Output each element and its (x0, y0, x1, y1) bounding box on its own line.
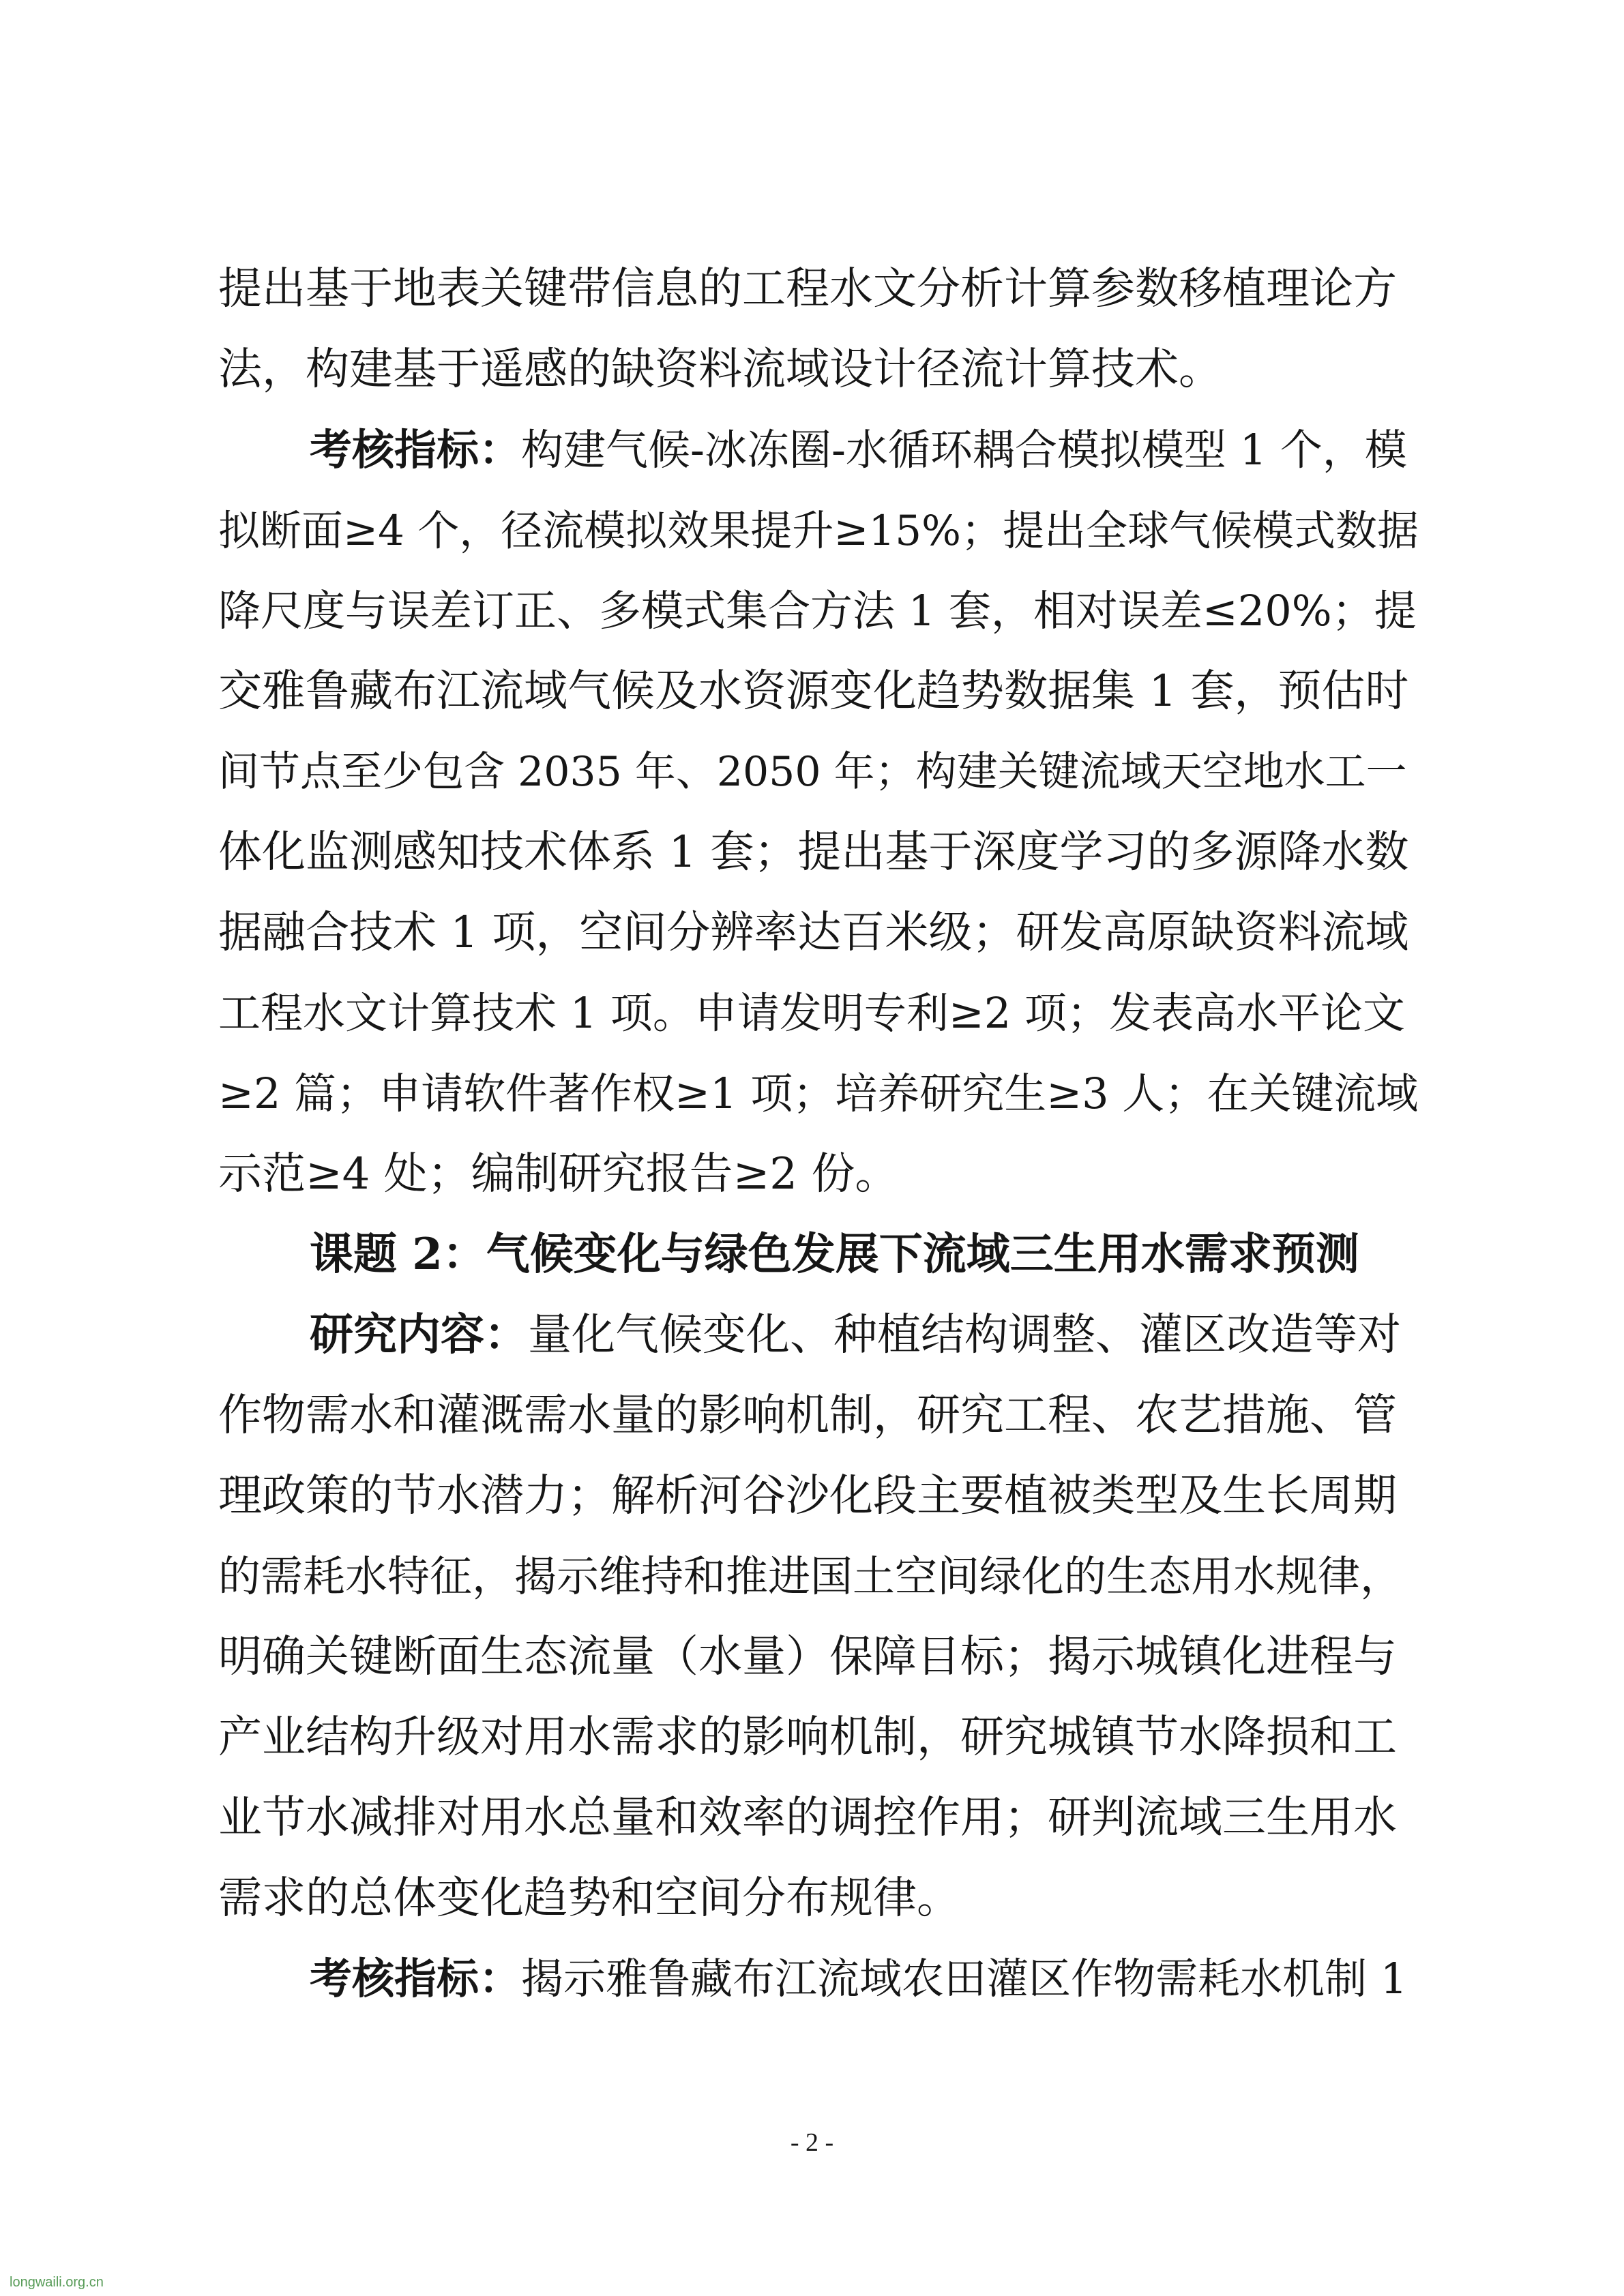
text-line (218, 651, 1419, 732)
line-text: 作物需水和灌溉需水量的影响机制，研究工程、农艺措施、管 (218, 1390, 1397, 1441)
line-text: 业节水减排对用水总量和效率的调控作用；研判流域三生用水 (218, 1793, 1397, 1843)
line-lead-label: 考核指标： (310, 1954, 522, 2003)
text-line (218, 1295, 1419, 1375)
line-text: 明确关键断面生态流量（水量）保障目标；揭示城镇化进程与 (218, 1632, 1397, 1682)
watermark: longwaili.org.cn (10, 2275, 104, 2290)
text-line (218, 1617, 1419, 1697)
text-line (218, 732, 1419, 812)
line-text: 拟断面≥4 个，径流模拟效果提升≥15%；提出全球气候模式数据 (218, 506, 1419, 555)
text-line (218, 1134, 1419, 1214)
line-text: 课题 2：气候变化与绿色发展下流域三生用水需求预测 (310, 1229, 1359, 1280)
text-line (218, 249, 1419, 329)
text-line (218, 893, 1419, 973)
line-text: 降尺度与误差订正、多模式集合方法 1 套，相对误差≤20%；提 (218, 586, 1417, 636)
document-body (218, 249, 1419, 2019)
line-text: 据融合技术 1 项，空间分辨率达百米级；研发高原缺资料流域 (218, 908, 1409, 958)
line-text: 示范≥4 处；编制研究报告≥2 份。 (218, 1149, 899, 1199)
line-text: 体化监测感知技术体系 1 套；提出基于深度学习的多源降水数 (218, 827, 1409, 878)
text-line (218, 329, 1419, 410)
line-text: 量化气候变化、种植结构调整、灌区改造等对 (528, 1310, 1401, 1360)
page-number: - 2 - (790, 2128, 834, 2157)
line-text: 间节点至少包含 2035 年、2050 年；构建关键流域天空地水工一 (218, 748, 1407, 796)
text-line (218, 1456, 1419, 1536)
text-line (218, 1778, 1419, 1858)
line-text: 的需耗水特征，揭示维持和推进国土空间绿化的生态用水规律， (218, 1551, 1403, 1601)
line-text: 工程水文计算技术 1 项。申请发明专利≥2 项；发表高水平论文 (218, 988, 1405, 1038)
line-text: 产业结构升级对用水需求的影响机制，研究城镇节水降损和工 (218, 1712, 1397, 1763)
text-line (218, 571, 1419, 651)
text-line (218, 973, 1419, 1054)
text-line (218, 1697, 1419, 1778)
text-line (218, 1939, 1419, 2019)
text-line (218, 1054, 1419, 1134)
line-text: 需求的总体变化趋势和空间分布规律。 (218, 1873, 960, 1924)
text-line (218, 490, 1419, 571)
line-lead-label: 研究内容： (310, 1310, 528, 1360)
text-line (218, 1214, 1419, 1295)
text-line (218, 812, 1419, 893)
line-text: 提出基于地表关键带信息的工程水文分析计算参数移植理论方 (218, 264, 1397, 314)
line-text: 构建气候-冰冻圈-水循环耦合模拟模型 1 个，模 (521, 425, 1407, 475)
text-line (218, 1858, 1419, 1939)
line-text: 法，构建基于遥感的缺资料流域设计径流计算技术。 (218, 344, 1222, 395)
line-text: 交雅鲁藏布江流域气候及水资源变化趋势数据集 1 套，预估时 (218, 666, 1409, 717)
line-text: 理政策的节水潜力；解析河谷沙化段主要植被类型及生长周期 (218, 1471, 1397, 1521)
line-text: 揭示雅鲁藏布江流域农田灌区作物需耗水机制 1 (521, 1954, 1408, 2003)
line-text: ≥2 篇；申请软件著作权≥1 项；培养研究生≥3 人；在关键流域 (218, 1069, 1419, 1118)
text-line (218, 410, 1419, 490)
text-line (218, 1536, 1419, 1617)
text-line (218, 1375, 1419, 1456)
line-lead-label: 考核指标： (310, 425, 522, 475)
